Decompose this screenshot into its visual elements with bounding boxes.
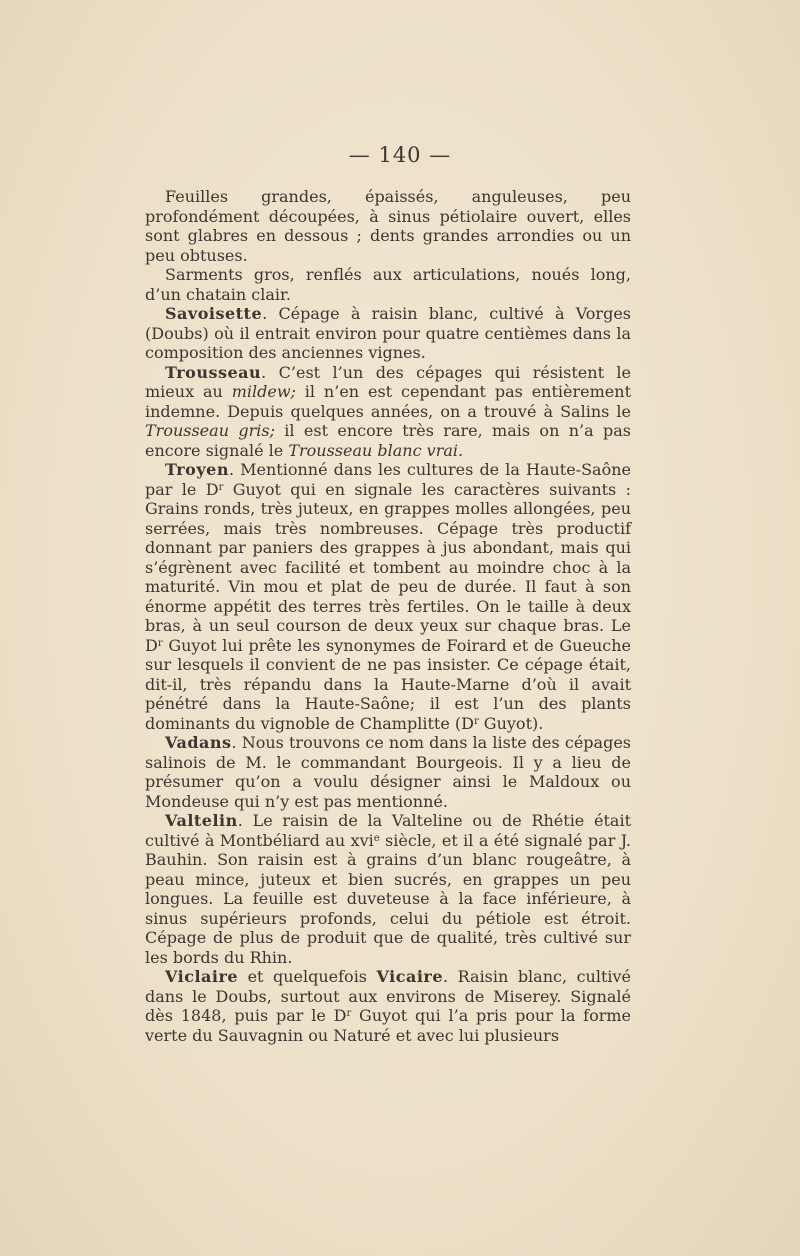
headword: Troyen [165, 460, 229, 479]
paragraph-entry-trousseau [145, 363, 631, 461]
italic-term: mildew; [231, 382, 296, 401]
paragraph-entry-savoisette [145, 304, 631, 363]
headword: Valtelin [165, 811, 238, 830]
headword: Vadans [165, 733, 232, 752]
superscript: e [373, 832, 380, 844]
text-run: Guyot). [478, 713, 544, 733]
superscript: r [346, 1008, 352, 1019]
superscript: r [157, 637, 163, 649]
headword: Viclaire [165, 967, 239, 986]
text-run: il n’en est cependant pas entièrement indemne. Depuis quelques années, on a trouvé à Salins le [145, 382, 631, 421]
superscript: r [473, 715, 479, 727]
superscript: r [218, 481, 224, 493]
text-run: . Cépage à raisin blanc, cultivé à Vorges (Doubs) où il entrait environ pour quatre centièmes dans la composition des anciennes vignes. [145, 304, 631, 362]
paragraph-entry-vadans [145, 733, 631, 811]
paragraph-entry-viclaire [145, 967, 631, 1045]
text-run: siècle, et il a été signalé par J. Bauhin. Son raisin est à grains d’un blanc rougeâtre, à peau mince, juteux et bien sucrés, en grappes un peu longues. La feuille est duveteuse à la face inférieure, à sinus supérieurs profonds, celui du pétiole est étroit. Cépage de plus de produit que de qualité, très cultivé sur les bords du Rhin. [145, 830, 632, 967]
text-run: . Raisin blanc, cultivé dans le Doubs, surtout aux environs de Miserey. Signalé dès 1848, puis par le D [145, 967, 632, 1025]
text-run: Guyot qui l’a pris pour la forme verte du Sauvagnin ou Naturé et avec lui plusieurs [145, 1006, 632, 1045]
paragraph-entry-valtelin [145, 811, 631, 967]
text-run: . C’est l’un des cépages qui résistent le mieux au [145, 362, 631, 401]
text-run: Sarments gros, renflés aux articulations, noués long, d’un chatain clair. [145, 265, 631, 304]
text-run: Feuilles grandes, épaissés, anguleuses, peu profondément découpées, à sinus pétiolaire ouvert, elles sont glabres en dessous ; dents grandes arrondies ou un peu obtuses. [145, 187, 631, 265]
headword: Trousseau [165, 362, 262, 382]
text-run: . Mentionné dans les cultures de la Haute-Saône par le D [145, 460, 631, 499]
paragraph-entry-troyen [145, 460, 631, 733]
paragraph-intro-sarments [145, 265, 631, 304]
headword: Savoisette [165, 304, 263, 323]
paragraph-intro-leaves [145, 187, 631, 265]
text-run: . Le raisin de la Valteline ou de Rhétie était cultivé à Montbéliard au xvi [145, 811, 631, 850]
text-run: . Nous trouvons ce nom dans la liste des cépages salinois de M. le commandant Bourgeois. Il y a lieu de présumer qu’on a voulu désigner ainsi le Maldoux ou Mondeuse qui n’y est pas mentionné. [145, 733, 631, 811]
page-number: — 140 — [348, 143, 452, 167]
body-text [145, 187, 631, 1045]
text-run: il est encore très rare, mais on n’a pas encore signalé le [145, 421, 631, 460]
text-run: Guyot lui prête les synonymes de Foirard et de Gueuche sur lesquels il convient de ne pas insister. Ce cépage était, dit-il, très répandu dans la Haute-Marne d’où il avait pénétré dans la Haute-Saône; il est l’un des plants dominants du vignoble de Champlitte (D [145, 635, 631, 733]
italic-term: Trousseau gris; [145, 421, 275, 440]
headword: Vicaire [376, 967, 444, 986]
text-run: et quelquefois [238, 967, 377, 986]
text-run: Guyot qui en signale les caractères suivants : Grains ronds, très juteux, en grappes molles allongées, peu serrées, mais très nombreuses. Cépage très productif donnant par paniers des grappes à jus abondant, mais qui s’égrènent avec facilité et tombent au moindre choc à la maturité. Vin mou et plat de peu de durée. Il faut à son énorme appétit des terres très fertiles. On le taille à deux bras, à un seul courson de deux yeux sur chaque bras. Le D [145, 479, 632, 655]
italic-term: Trousseau blanc vrai. [288, 440, 464, 460]
